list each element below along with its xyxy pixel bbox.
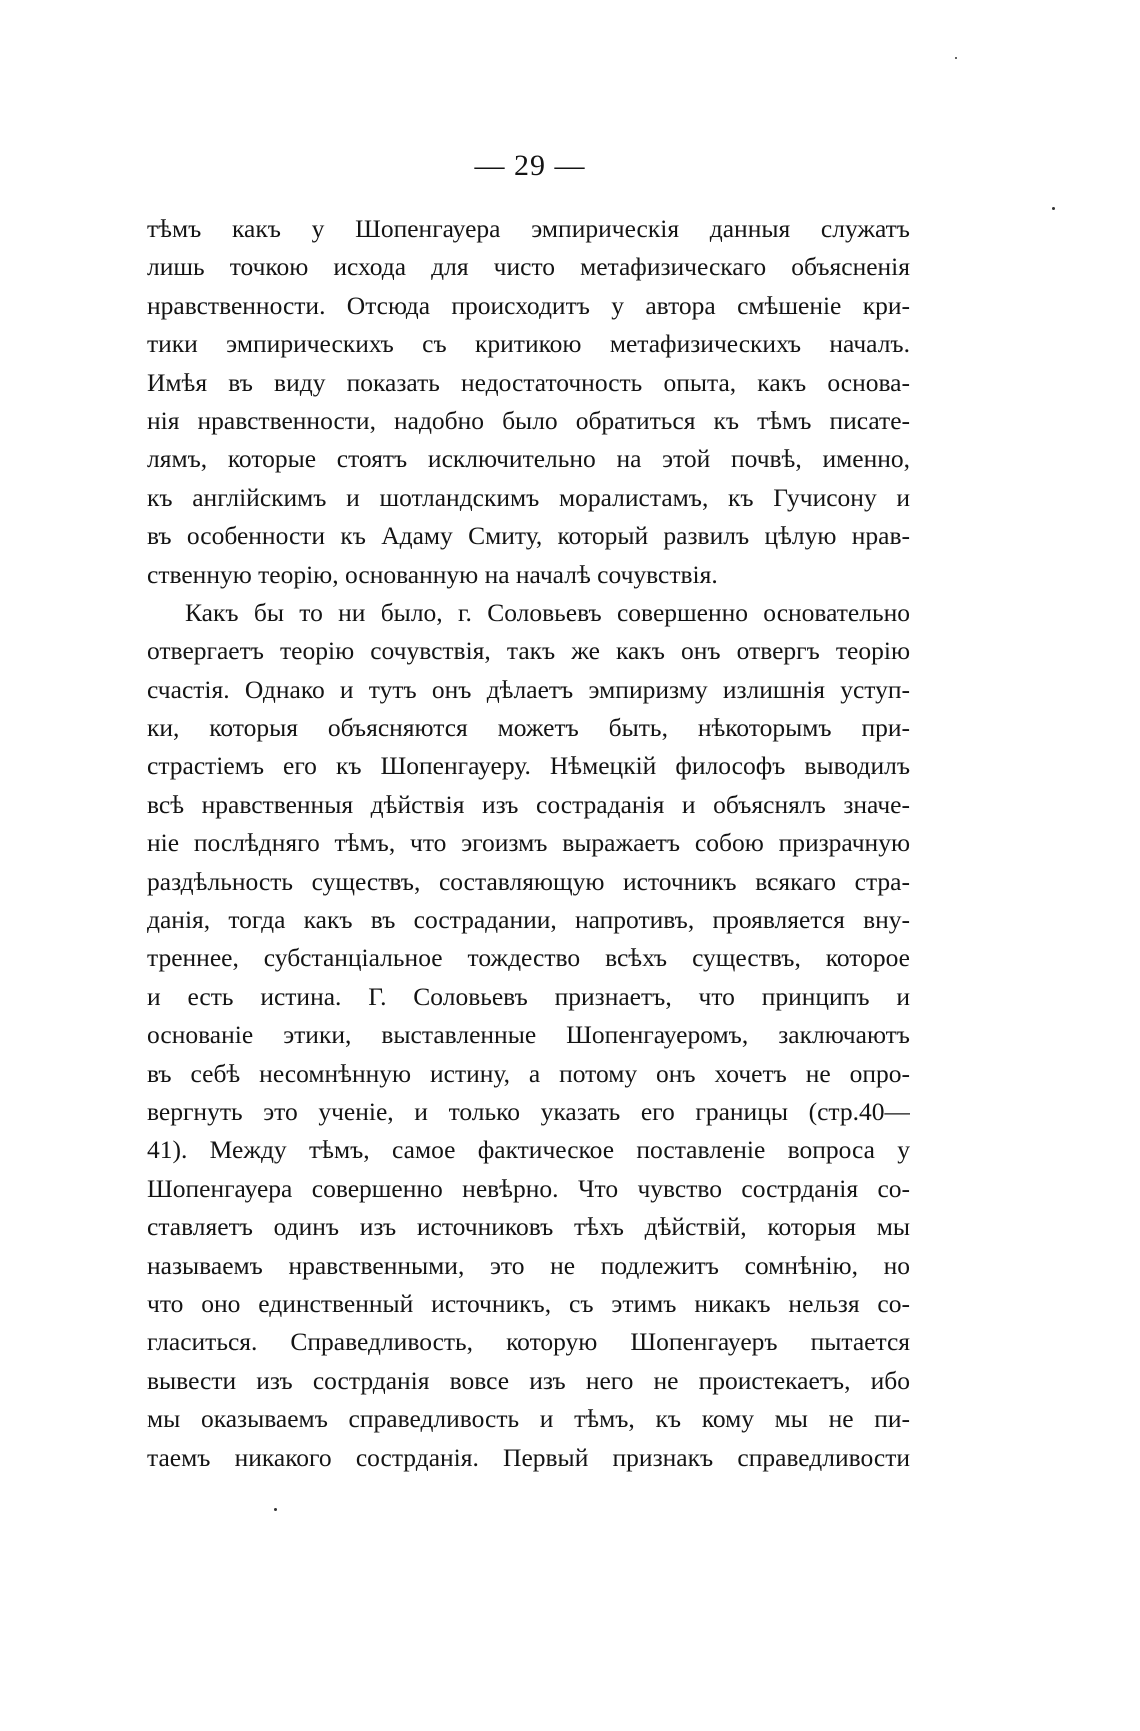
text-line: данія, тогда какъ въ сострадании, напротивъ, проявляется вну- <box>147 905 910 935</box>
text-line: основаніе этики, выставленные Шопенгауеромъ, заключаютъ <box>147 1020 910 1050</box>
text-line: счастія. Однако и тутъ онъ дѣлаетъ эмпиризму излишнія уступ- <box>147 674 910 704</box>
print-speck <box>1052 207 1055 210</box>
text-line: ки, которыя объясняются можетъ быть, нѣкоторымъ при- <box>147 713 910 743</box>
text-line: всѣ нравственныя дѣйствія изъ состраданія и объяснялъ значе- <box>147 789 910 819</box>
text-line: тѣмъ какъ у Шопенгауера эмпирическія данныя служатъ <box>147 214 910 243</box>
text-line: въ себѣ несомнѣнную истину, а потому онъ хочетъ не опро- <box>147 1058 910 1088</box>
text-line: вывести изъ сострданія вовсе изъ него не проистекаетъ, ибо <box>147 1365 910 1395</box>
text-line: страстіемъ его къ Шопенгауеру. Нѣмецкій философъ выводилъ <box>147 751 910 781</box>
text-line: вергнуть это ученіе, и только указать его границы (стр.40— <box>147 1096 910 1126</box>
page-number: — 29 — <box>474 149 586 182</box>
text-line: Имѣя въ виду показать недостаточность опыта, какъ основа- <box>147 367 910 397</box>
text-line: лишь точкою исхода для чисто метафизическаго объясненія <box>147 252 910 282</box>
text-line: гласиться. Справедливость, которую Шопенгауеръ пытается <box>147 1327 910 1357</box>
text-line: нравственности. Отсюда происходитъ у автора смѣшеніе кри- <box>147 290 910 320</box>
text-line: въ особенности къ Адаму Смиту, который развилъ цѣлую нрав- <box>147 521 910 551</box>
paragraph-1 <box>147 210 910 594</box>
text-line: и есть истина. Г. Соловьевъ признаетъ, что принципъ и <box>147 981 910 1011</box>
text-line: нія нравственности, надобно было обратиться къ тѣмъ писате- <box>147 405 910 435</box>
text-line: Шопенгауера совершенно невѣрно. Что чувство сострданія со- <box>147 1173 910 1203</box>
print-speck <box>955 57 957 59</box>
text-line: 41). Между тѣмъ, самое фактическое поставленіе вопроса у <box>147 1135 910 1165</box>
print-speck <box>274 1508 277 1511</box>
text-line: мы оказываемъ справедливость и тѣмъ, къ кому мы не пи- <box>147 1404 910 1434</box>
text-line: называемъ нравственными, это не подлежитъ сомнѣнію, но <box>147 1250 910 1280</box>
text-line: треннее, субстанціальное тождество всѣхъ существъ, которое <box>147 943 910 973</box>
text-line: таемъ никакого сострданія. Первый признакъ справедливости <box>147 1442 910 1472</box>
text-line: къ англійскимъ и шотландскимъ моралистамъ, къ Гучисону и <box>147 482 910 512</box>
text-line: ніе послѣдняго тѣмъ, что эгоизмъ выражаетъ собою призрачную <box>147 828 910 858</box>
text-line: раздѣльность существъ, составляющую источникъ всякаго стра- <box>147 866 910 896</box>
text-line: ставляетъ одинъ изъ источниковъ тѣхъ дѣйствій, которыя мы <box>147 1212 910 1242</box>
paragraph-2 <box>147 594 910 1477</box>
body-text <box>147 210 910 1477</box>
text-line: что оно единственный источникъ, съ этимъ никакъ нельзя со- <box>147 1288 910 1318</box>
text-line: ственную теорію, основанную на началѣ сочувствія. <box>147 559 718 589</box>
text-line: тики эмпирическихъ съ критикою метафизическихъ началъ. <box>147 329 910 359</box>
text-line: лямъ, которые стоятъ исключительно на этой почвѣ, именно, <box>147 444 910 474</box>
text-line: отвергаетъ теорію сочувствія, такъ же какъ онъ отвергъ теорію <box>147 636 910 666</box>
text-line: Какъ бы то ни было, г. Соловьевъ совершенно основательно <box>185 597 910 627</box>
